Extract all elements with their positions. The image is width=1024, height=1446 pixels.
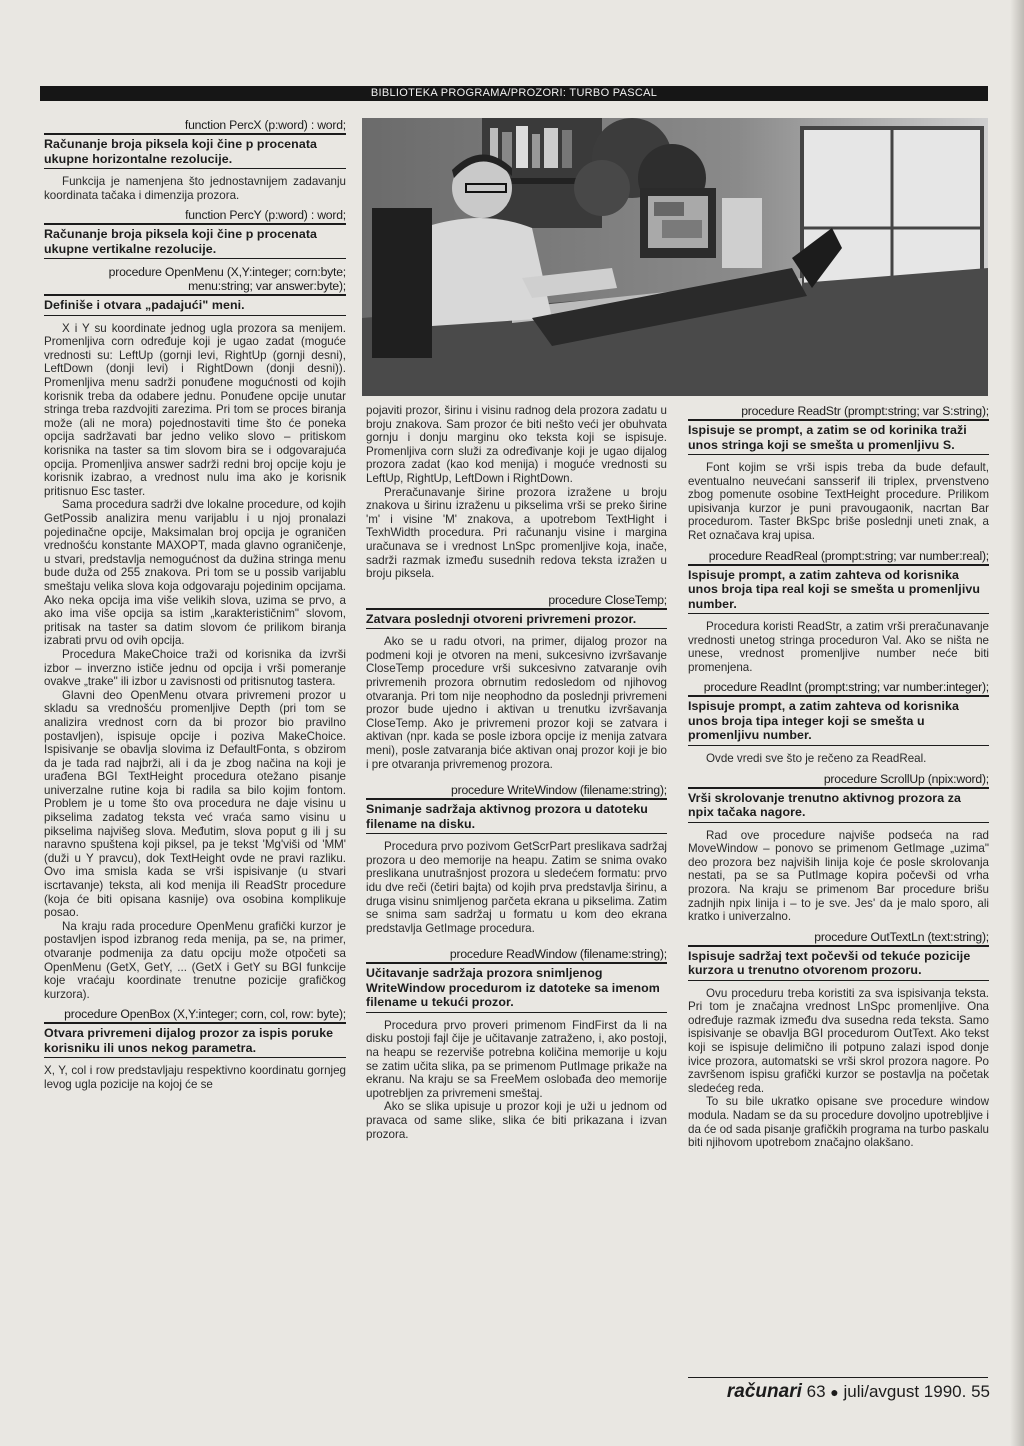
paragraph: Procedura koristi ReadStr, a zatim vrši preračunavanje vrednosti unetog stringa proceduron Val. Ako se ništa ne unese, vrednost promenljive number neće biti promenjena. — [688, 620, 989, 674]
paragraph: Sama procedura sadrži dve lokalne procedure, od kojih GetPossib analizira menu varijablu i u njoj pronalazi pojedinačne opcije, Maksimalan broj opcija je ograničen vrednošću konstante MAXOPT, mada glavno ograničenje, u stvari, predstavlja nemogućnost da dužina stringa menu bude duža od 255 znakova. Pri tom se u possib varijablu smeštaju velika slova koja odgovaraju pojedinim opcijama. Ako neka opcija ima više velikih slova, uzima se prvo, a ako ima više opcija sa istim „karakterističnim" slovom, pritisak na taster sa datim slovom će prilikom biranja izabrati prvu od ovih opcija. — [44, 498, 346, 648]
photo-illustration — [362, 118, 988, 396]
proc-heading: procedure WriteWindow (filename:string); — [366, 783, 667, 800]
proc-heading: procedure OpenMenu (X,Y:integer; corn:byte; menu:string; var answer:byte); — [44, 265, 346, 296]
paragraph: To su bile ukratko opisane sve procedure window modula. Nadam se da su procedure dovoljno upotrebljive i da će od sada pisanje grafičkih programa na turbo paskalu biti njihovom upotrebom značajno olakšano. — [688, 1095, 989, 1150]
proc-description: Računanje broja piksela koji čine p procenata ukupne horizontalne rezolucije. — [44, 135, 346, 169]
proc-description: Ispisuje prompt, a zatim zahteva od korisnika unos broja tipa integer koji se smešta u promenljivu number. — [688, 697, 989, 746]
paragraph: Preračunavanje širine prozora izražene u broju znakova u širinu izraženu u pikselima vrši se preko širine 'm' i visine 'M' znakova, a upotrebom TextHight i TexhWidth procedura. Pri računanju visine i margina uračunava se i vrednost LnSpc promenljive koja, inače, sadrži razmak između susednih redova teksta izražen u broju piksela. — [366, 485, 667, 581]
issue-number: 63 — [806, 1382, 826, 1401]
magazine-logo: računari — [726, 1381, 802, 1402]
proc-heading: procedure CloseTemp; — [366, 593, 667, 610]
paragraph: Ako se slika upisuje u prozor koji je uži u jednom od pravaca od same slike, slika će biti prikazana i izvan prozora. — [366, 1100, 667, 1141]
proc-heading: function PercY (p:word) : word; — [44, 208, 346, 225]
proc-heading: procedure OutTextLn (text:string); — [688, 930, 989, 947]
page-footer — [690, 1380, 990, 1404]
paragraph: Font kojim se vrši ispis treba da bude default, eventualno neuvećani sansserif ili triplex, prvenstveno zbog pomenute osobine TextHeight procedure. Prilikom upisivanja kurzor je puni pravougaonik, nacrtan Bar procedurom. Taster BkSpc briše poslednji uneti znak, a Ret označava kraj upisa. — [688, 461, 989, 542]
paragraph: Rad ove procedure najviše podseća na rad MoveWindow – ponovo se primenom GetImage „uzima" deo prozora bez najviših linija koje će posle skrolovanja nestati, pa se sa PutImage kopira počevši od vrha prozora. Na kraju se primenom Bar procedure brišu zadnjih npix linija i – to je sve. Jes' da je malo sporo, ali kratko i univerzalno. — [688, 828, 989, 924]
page-edge — [1010, 0, 1024, 1446]
paragraph: Glavni deo OpenMenu otvara privremeni prozor u skladu sa vrednošću promenljive Depth (pri tom se analizira vrednost corn da bi prozor bio pravilno postavljen), ispisuje opcije i poziva MakeChoice. Ispisivanje se obavlja slovima iz DefaultFonta, s obzirom da je tada rad najbrži, ali i da je zbog načina na koji je urađena BGI TextHeight procedura otežano pisanje univerzalne rutine koja bi radila sa bilo kojim fontom. Problem je u tome što ova procedura ne daje visinu u pikselima zadatog teksta već vraća samo visinu u pikselima najvišeg slova. Međutim, slova poput g ili j su naravno spuštena koji piksel, pa je tekst 'Mg'viši od 'MM' (duži u Y pravcu), dok TextHeight ovde ne pravi razliku. Ovo ima smisla kada se vrši ispisivanje (u stvari iscrtavanje) teksta, ali kod menija ili ReadStr procedure (koja će biti opisana kasnije) ova osobina komplikuje posao. — [44, 688, 346, 920]
paragraph: X i Y su koordinate jednog ugla prozora sa menijem. Promenljiva corn određuje koji je ugao zadat (moguće vrednosti su: LeftUp (gornji levi, RightUp (gornji desni), LeftDown (donji levi) i RightDown (donji desni)). Promenljiva menu sadrži ponuđene mogućnosti od kojih korisnik treba da odabere jednu. Ponuđene opcije unutar stringa treba razdvojiti zarezima. Pri tom se proces biranja može (ali ne mora) pojednostaviti time što će poneka opcija sadržavati bar jedno veliko slovo – pritiskom korisnika na taster sa tim slovom bira se i odgovarajuća opcija. Promenljiva answer sadrži redni broj opcije koju je korisnik izabrao, a vrednost nulu ima ako je korisnik pritisnuo Esc taster. — [44, 321, 346, 498]
proc-heading: procedure ReadWindow (filename:string); — [366, 947, 667, 964]
paragraph: Ovu proceduru treba koristiti za sva ispisivanja teksta. Pri tom je značajna vrednost LnSpc promenljive. Ona određuje razmak između dva susedna reda teksta. Samo ispisivanje se obavlja BGI procedurom OutText. Ako tekst koji se ispisuje delimično ili potpuno zalazi ispod donje ivice prozora, automatski se vrši skrol prozora nagore. Po završenom ispisu grafički kurzor se postavlja na početak sledećeg reda. — [688, 986, 989, 1095]
proc-description: Snimanje sadržaja aktivnog prozora u datoteku filename na disku. — [366, 800, 667, 834]
column-left — [44, 118, 346, 1092]
proc-heading: procedure ReadReal (prompt:string; var number:real); — [688, 549, 989, 566]
paragraph: Procedura MakeChoice traži od korisnika da izvrši izbor – inverzno ističe jednu od opcija i vrši pomeranje ovakve „trake" ili izbor u zavisnosti od pritisnutog tastera. — [44, 647, 346, 689]
paragraph: Ovde vredi sve što je rečeno za ReadReal. — [706, 751, 927, 765]
proc-description: Zatvara poslednji otvoreni privremeni prozor. — [366, 610, 667, 630]
proc-description: Ispisuje se prompt, a zatim se od korinika traži unos stringa koji se smešta u promenljivu S. — [688, 421, 989, 455]
paragraph: Na kraju rada procedure OpenMenu grafički kurzor je postavljen ispod izbranog reda menija, pa se, na primer, otvaranje podmenija za datu opciju može otpočeti sa OpenMenu (GetX, GetY, ... (GetX i GetY su BGI funkcije koje vraćaju koordinate trenutne pozicije grafičkog kurzora). — [44, 919, 346, 1001]
proc-description: Računanje broja piksela koji čine p procenata ukupne vertikalne rezolucije. — [44, 225, 346, 259]
paragraph: Procedura prvo proveri primenom FindFirst da li na disku postoji fajl čije je učitavanje zatraženo, i, ako postoji, na heapu se rezerviše potrebna količina memorije u koju se zatim učita slika, pa se primenom PutImage prikaže na ekranu. Na kraju se sa FreeMem oslobađa deo memorije upotrebljen za privremeni smeštaj. — [366, 1018, 667, 1100]
page-number: 55 — [971, 1382, 990, 1401]
proc-description: Učitavanje sadržaja prozora snimljenog WriteWindow procedurom iz datoteke sa imenom filename u tekući prozor. — [366, 964, 667, 1013]
column-middle — [366, 404, 667, 1141]
proc-description: Definiše i otvara „padajući" meni. — [44, 296, 346, 316]
paragraph: X, Y, col i row predstavljaju respektivno koordinatu gornjeg levog ugla pozicije na kojoj će se — [44, 1064, 346, 1091]
column-right — [688, 404, 989, 1150]
paragraph: Procedura prvo pozivom GetScrPart preslikava sadržaj prozora u deo memorije na heapu. Zatim se snima ovako preslikana unutrašnjost prozora u sledećem formatu: prvo idu dve reči (četiri bajta) od kojih prva predstavlja širinu, a druga visinu snimljenog parčeta ekrana u pikselima. Zatim se snima sam sadržaj u formatu u kom deo ekrana predstavlja GetImage procedura. — [366, 840, 667, 935]
proc-description: Vrši skrolovanje trenutno aktivnog prozora za npix tačaka nagore. — [688, 789, 989, 823]
article-photo — [362, 118, 988, 396]
proc-heading: procedure ScrollUp (npix:word); — [688, 772, 989, 789]
proc-description: Ispisuje prompt, a zatim zahteva od korisnika unos broja tipa real koji se smešta u promenljivu number. — [688, 566, 989, 615]
paragraph: Ako se u radu otvori, na primer, dijalog prozor na podmeni koji je otvoren na meni, sukcesivno izvršavanje CloseTemp procedure vrši sukcesivno zatvaranje ovih privremenih prozora obrnutim redosledom od njihovog otvaranja. Pri tom nije neophodno da poslednji privremeni prozor bude ujedno i aktivan u trenutku izvršavanja CloseTemp. Ako je privremeni prozor koji se zatvara i aktivan (npr. kada se posle izbora opcije iz menija zatvara meni), posle zatvaranja biće aktivan onaj prozor koji je bio i pre otvaranja privremenog prozora. — [366, 635, 667, 771]
section-header: BIBLIOTEKA PROGRAMA/PROZORI: TURBO PASCAL — [40, 86, 988, 101]
paragraph: pojaviti prozor, širinu i visinu radnog dela prozora zadatu u broju znakova. Sam prozor će biti nešto veći jer obuhvata gornju i donju marginu oko teksta koji se ispisuje. Promenljiva corn služi za određivanje koji je ugao dijalog prozora zadat (kao kod menija) i moguće vrednosti su LeftUp, RightUp, LeftDown i RightDown. — [366, 404, 667, 485]
issue-date: juli/avgust 1990. — [843, 1382, 967, 1401]
paragraph: Funkcija je namenjena što jednostavnijem zadavanju koordinata tačaka i dimenzija prozora. — [44, 175, 346, 202]
proc-description: Otvara privremeni dijalog prozor za ispis poruke korisniku ili unos nekog parametra. — [44, 1024, 346, 1058]
bullet-separator: ● — [830, 1384, 839, 1400]
proc-description: Ispisuje sadržaj text počevši od tekuće pozicije kurzora u trenutno otvorenom prozoru. — [688, 947, 989, 981]
proc-heading: function PercX (p:word) : word; — [44, 118, 346, 135]
proc-heading: procedure ReadInt (prompt:string; var number:integer); — [688, 680, 989, 697]
footer-rule — [688, 1377, 988, 1378]
proc-heading: procedure ReadStr (prompt:string; var S:string); — [688, 404, 989, 421]
proc-heading: procedure OpenBox (X,Y:integer; corn, col, row: byte); — [44, 1007, 346, 1024]
